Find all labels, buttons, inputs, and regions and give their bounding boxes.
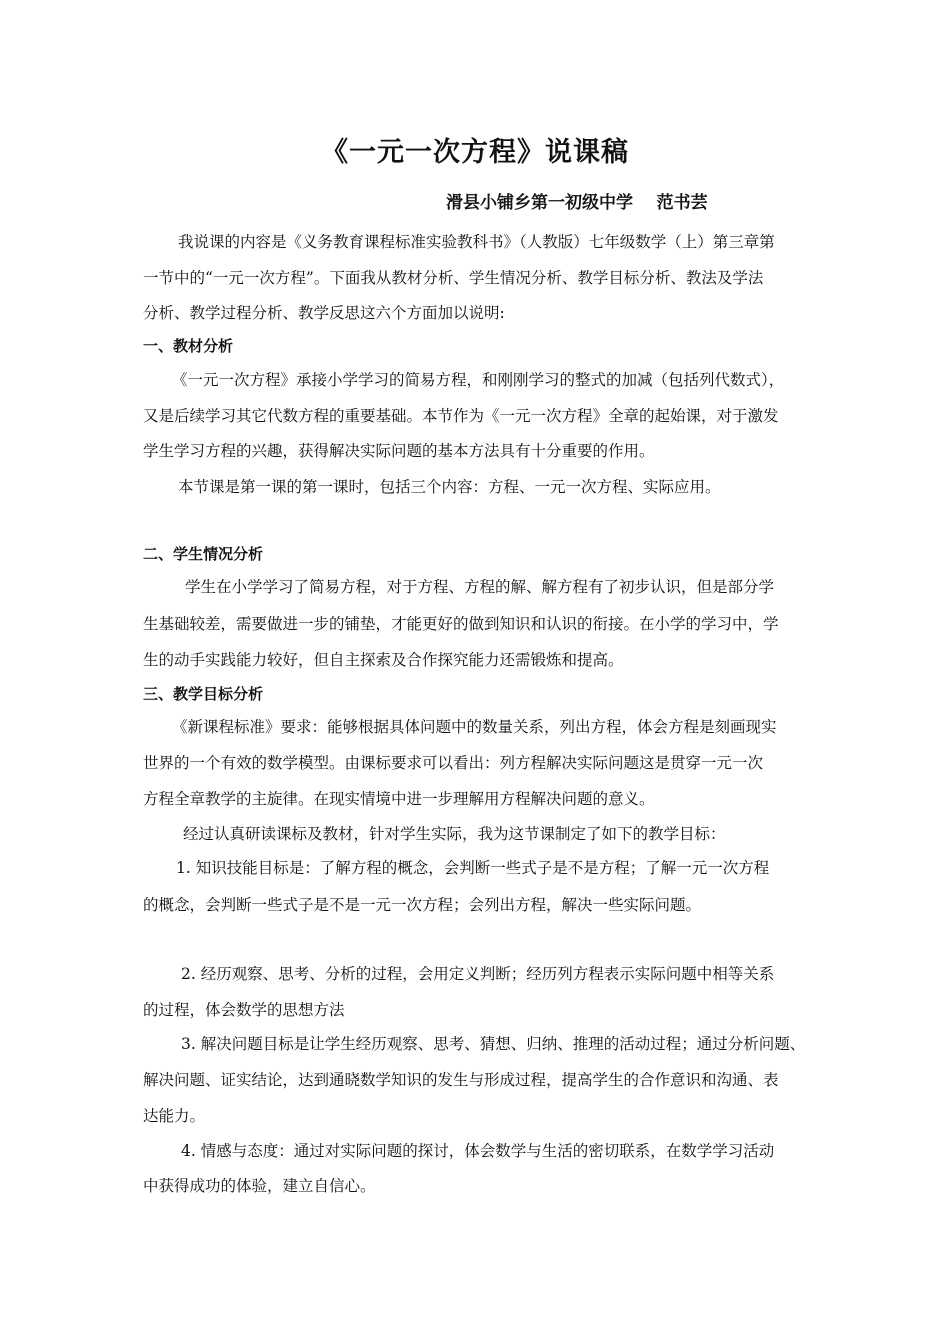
intro-line: 我说课的内容是《义务教育课程标准实验教科书》（人教版）七年级数学（上）第三章第 — [178, 233, 775, 251]
paragraph-line: 的概念，会判断一些式子是不是一元一次方程；会列出方程，解决一些实际问题。 — [143, 896, 702, 914]
paragraph-line: 《一元一次方程》承接小学学习的简易方程，和刚刚学习的整式的加减（包括列代数式）， — [172, 371, 785, 389]
paragraph-line: 生基础较差，需要做进一步的铺垫，才能更好的做到知识和认识的衔接。在小学的学习中，学 — [143, 615, 779, 633]
section-heading: 二、学生情况分析 — [143, 545, 264, 563]
paragraph-line: 学生在小学学习了简易方程，对于方程、方程的解、解方程有了初步认识，但是部分学 — [185, 578, 775, 596]
paragraph-line: 1. 知识技能目标是：了解方程的概念，会判断一些式子是不是方程；了解一元一次方程 — [176, 859, 770, 877]
author-line: 滑县小铺乡第一初级中学 范书芸 — [446, 193, 708, 213]
paragraph-line: 4. 情感与态度：通过对实际问题的探讨，体会数学与生活的密切联系，在数学学习活动 — [181, 1142, 775, 1160]
paragraph-line: 解决问题、证实结论，达到通晓数学知识的发生与形成过程，提高学生的合作意识和沟通、表 — [143, 1071, 779, 1089]
paragraph-line: 方程全章教学的主旋律。在现实情境中进一步理解用方程解决问题的意义。 — [143, 790, 655, 808]
paragraph-line: 又是后续学习其它代数方程的重要基础。本节作为《一元一次方程》全章的起始课，对于激发 — [143, 407, 779, 425]
section-heading: 一、教材分析 — [143, 337, 234, 355]
paragraph-line: 《新课程标准》要求：能够根据具体问题中的数量关系，列出方程，体会方程是刻画现实 — [172, 718, 777, 736]
page-title: 《一元一次方程》说课稿 — [321, 137, 629, 168]
intro-line: 分析、教学过程分析、教学反思这六个方面加以说明: — [143, 304, 505, 322]
paragraph-line: 2. 经历观察、思考、分析的过程，会用定义判断；经历列方程表示实际问题中相等关系 — [181, 965, 775, 983]
intro-line: 一节中的“一元一次方程”。下面我从教材分析、学生情况分析、教学目标分析、教法及学法 — [143, 269, 764, 287]
paragraph-line: 世界的一个有效的数学模型。由课标要求可以看出：列方程解决实际问题这是贯穿一元一次 — [143, 754, 764, 772]
section-heading: 三、教学目标分析 — [143, 685, 264, 703]
paragraph-line: 中获得成功的体验，建立自信心。 — [143, 1177, 376, 1195]
paragraph-line: 达能力。 — [143, 1107, 206, 1125]
paragraph-line: 的过程，体会数学的思想方法 — [143, 1001, 345, 1019]
paragraph-line: 学生学习方程的兴趣，获得解决实际问题的基本方法具有十分重要的作用。 — [143, 442, 655, 460]
paragraph-line: 3. 解决问题目标是让学生经历观察、思考、猜想、归纳、推理的活动过程；通过分析问题、 — [181, 1035, 806, 1053]
paragraph-line: 生的动手实践能力较好，但自主探索及合作探究能力还需锻炼和提高。 — [143, 651, 624, 669]
paragraph-line: 本节课是第一课的第一课时，包括三个内容：方程、一元一次方程、实际应用。 — [178, 478, 721, 496]
paragraph-line: 经过认真研读课标及教材，针对学生实际，我为这节课制定了如下的教学目标： — [183, 825, 726, 843]
